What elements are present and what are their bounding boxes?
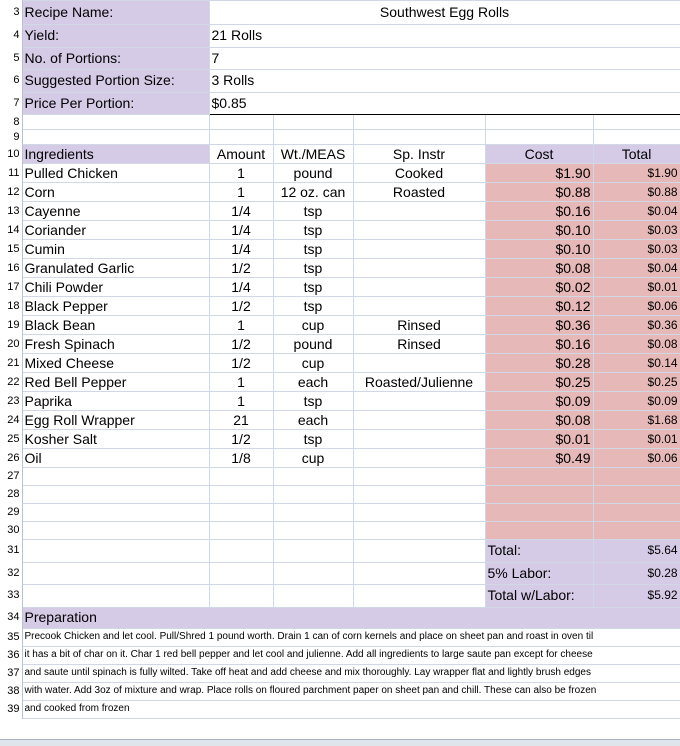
cell[interactable]	[353, 562, 485, 585]
ingredient-amount[interactable]: 1/4	[209, 202, 273, 221]
recipe-name-value[interactable]: Southwest Egg Rolls	[209, 1, 680, 25]
ingredient-name[interactable]: Cayenne	[22, 202, 209, 221]
cell[interactable]	[353, 522, 485, 540]
ingredient-cost[interactable]: $0.28	[485, 354, 593, 373]
cell[interactable]	[485, 115, 593, 130]
header-sp-instr[interactable]: Sp. Instr	[353, 145, 485, 164]
ingredient-instr[interactable]	[353, 240, 485, 259]
ingredient-total[interactable]: $1.90	[593, 164, 680, 183]
row-header[interactable]: 9	[0, 130, 22, 145]
ingredient-cost[interactable]: $0.36	[485, 316, 593, 335]
ingredient-instr[interactable]	[353, 221, 485, 240]
row-header[interactable]: 37	[0, 664, 22, 682]
ingredient-meas[interactable]: tsp	[273, 297, 353, 316]
row-header[interactable]: 23	[0, 392, 22, 411]
cell[interactable]	[22, 468, 209, 486]
cell[interactable]	[209, 585, 273, 608]
ingredient-amount[interactable]: 1	[209, 183, 273, 202]
cell[interactable]	[273, 468, 353, 486]
cell[interactable]	[209, 522, 273, 540]
grid-row	[0, 392, 680, 411]
ingredient-instr[interactable]	[353, 430, 485, 449]
ingredient-name[interactable]: Granulated Garlic	[22, 259, 209, 278]
ingredient-meas[interactable]: tsp	[273, 259, 353, 278]
grid-row	[0, 411, 680, 430]
ingredient-total[interactable]: $0.36	[593, 316, 680, 335]
header-ingredients[interactable]: Ingredients	[22, 145, 209, 164]
cell[interactable]	[22, 130, 209, 145]
grid-row	[0, 164, 680, 183]
preparation-line[interactable]: Precook Chicken and let cool. Pull/Shred 1 pound worth. Drain 1 can of corn kernels and place on sheet pan and roast in oven til	[22, 628, 680, 646]
ingredient-total[interactable]: $0.06	[593, 449, 680, 468]
grid-row	[0, 646, 680, 664]
portions-value[interactable]: 7	[209, 47, 680, 70]
cell[interactable]	[353, 115, 485, 130]
ingredient-meas[interactable]: cup	[273, 316, 353, 335]
cell[interactable]	[22, 115, 209, 130]
row-header[interactable]: 31	[0, 540, 22, 563]
preparation-line[interactable]: it has a bit of char on it. Char 1 red bell pepper and let cool and julienne. Add all ingredients to large saute pan except for cheese	[22, 646, 680, 664]
ingredient-name[interactable]: Chili Powder	[22, 278, 209, 297]
row-header[interactable]: 17	[0, 278, 22, 297]
ingredient-instr[interactable]	[353, 297, 485, 316]
cell[interactable]	[22, 522, 209, 540]
row-header[interactable]: 11	[0, 164, 22, 183]
row-header[interactable]: 16	[0, 259, 22, 278]
grid-row	[0, 221, 680, 240]
yield-value[interactable]: 21 Rolls	[209, 25, 680, 48]
row-header[interactable]: 24	[0, 411, 22, 430]
grid-row	[0, 522, 680, 540]
cell[interactable]	[273, 130, 353, 145]
cell[interactable]	[22, 504, 209, 522]
recipe-name-label[interactable]: Recipe Name:	[22, 1, 209, 25]
ingredient-meas[interactable]: 12 oz. can	[273, 183, 353, 202]
ingredient-name[interactable]: Cumin	[22, 240, 209, 259]
grid-row	[0, 486, 680, 504]
grid-row	[0, 130, 680, 145]
ingredient-meas[interactable]: each	[273, 373, 353, 392]
ingredient-cost[interactable]: $0.09	[485, 392, 593, 411]
grid-row	[0, 259, 680, 278]
ingredient-total[interactable]: $0.04	[593, 202, 680, 221]
cell[interactable]	[353, 504, 485, 522]
row-header[interactable]: 28	[0, 486, 22, 504]
cell[interactable]	[273, 540, 353, 563]
ingredient-cost[interactable]: $0.49	[485, 449, 593, 468]
row-header[interactable]: 3	[0, 1, 22, 25]
ingredient-amount[interactable]: 1/2	[209, 297, 273, 316]
grid-row	[0, 607, 680, 628]
grid-row	[0, 278, 680, 297]
row-header[interactable]: 15	[0, 240, 22, 259]
grid-row	[0, 700, 680, 718]
row-header[interactable]: 39	[0, 700, 22, 718]
row-header[interactable]: 20	[0, 335, 22, 354]
ingredient-instr[interactable]: Rinsed	[353, 316, 485, 335]
ingredient-meas[interactable]: tsp	[273, 278, 353, 297]
row-header[interactable]: 26	[0, 449, 22, 468]
cell[interactable]	[485, 130, 593, 145]
ingredient-total[interactable]: $0.03	[593, 221, 680, 240]
summary-labor-label[interactable]: 5% Labor:	[485, 562, 593, 585]
row-header[interactable]: 33	[0, 585, 22, 608]
ingredient-cost[interactable]: $0.88	[485, 183, 593, 202]
ingredient-name[interactable]: Egg Roll Wrapper	[22, 411, 209, 430]
ingredient-total[interactable]: $0.09	[593, 392, 680, 411]
grid-row	[0, 430, 680, 449]
cell[interactable]	[353, 130, 485, 145]
ingredient-meas[interactable]: tsp	[273, 430, 353, 449]
grid-row	[0, 664, 680, 682]
row-header[interactable]: 27	[0, 468, 22, 486]
row-header[interactable]: 7	[0, 92, 22, 115]
price-label[interactable]: Price Per Portion:	[22, 92, 209, 115]
ingredient-amount[interactable]: 1	[209, 316, 273, 335]
ingredient-instr[interactable]	[353, 354, 485, 373]
row-header[interactable]: 19	[0, 316, 22, 335]
ingredient-amount[interactable]: 1/4	[209, 278, 273, 297]
ingredient-total[interactable]: $0.08	[593, 335, 680, 354]
grid-row	[0, 145, 680, 164]
cell[interactable]	[209, 468, 273, 486]
cell[interactable]	[485, 522, 593, 540]
header-cost[interactable]: Cost	[485, 145, 593, 164]
grid-row	[0, 682, 680, 700]
cell[interactable]	[485, 468, 593, 486]
grid-row	[0, 316, 680, 335]
ingredient-meas[interactable]: each	[273, 411, 353, 430]
cell[interactable]	[353, 540, 485, 563]
ingredient-name[interactable]: Black Bean	[22, 316, 209, 335]
cell[interactable]	[485, 504, 593, 522]
ingredient-cost[interactable]: $0.08	[485, 259, 593, 278]
ingredient-instr[interactable]: Roasted/Julienne	[353, 373, 485, 392]
cell[interactable]	[209, 540, 273, 563]
preparation-label[interactable]: Preparation	[22, 607, 680, 628]
cell[interactable]	[593, 504, 680, 522]
ingredient-meas[interactable]: cup	[273, 354, 353, 373]
ingredient-meas[interactable]: tsp	[273, 240, 353, 259]
grid-row	[0, 70, 680, 93]
cell[interactable]	[485, 486, 593, 504]
ingredient-cost[interactable]: $0.08	[485, 411, 593, 430]
ingredient-cost[interactable]: $0.01	[485, 430, 593, 449]
cell[interactable]	[273, 504, 353, 522]
ingredient-meas[interactable]: cup	[273, 449, 353, 468]
ingredient-instr[interactable]	[353, 449, 485, 468]
cell[interactable]	[593, 115, 680, 130]
row-header[interactable]: 32	[0, 562, 22, 585]
cell[interactable]	[209, 130, 273, 145]
header-amount[interactable]: Amount	[209, 145, 273, 164]
cell[interactable]	[209, 486, 273, 504]
header-total[interactable]: Total	[593, 145, 680, 164]
summary-total-value[interactable]: $5.64	[593, 540, 680, 563]
cell[interactable]	[22, 540, 209, 563]
grid-row	[0, 202, 680, 221]
grid-row	[0, 373, 680, 392]
ingredient-name[interactable]: Red Bell Pepper	[22, 373, 209, 392]
grid-row	[0, 585, 680, 608]
ingredient-total[interactable]: $0.88	[593, 183, 680, 202]
ingredient-meas[interactable]: pound	[273, 164, 353, 183]
ingredient-amount[interactable]: 1/2	[209, 354, 273, 373]
cell[interactable]	[353, 486, 485, 504]
ingredient-amount[interactable]: 1	[209, 373, 273, 392]
ingredient-name[interactable]: Kosher Salt	[22, 430, 209, 449]
row-header[interactable]: 34	[0, 607, 22, 628]
ingredient-total[interactable]: $0.06	[593, 297, 680, 316]
ingredient-meas[interactable]: tsp	[273, 392, 353, 411]
summary-total-labor-value[interactable]: $5.92	[593, 585, 680, 608]
grid-row	[0, 47, 680, 70]
ingredient-instr[interactable]: Rinsed	[353, 335, 485, 354]
ingredient-amount[interactable]: 1	[209, 164, 273, 183]
cell[interactable]	[353, 585, 485, 608]
row-header[interactable]: 5	[0, 47, 22, 70]
ingredient-instr[interactable]	[353, 278, 485, 297]
ingredient-amount[interactable]: 1/4	[209, 221, 273, 240]
row-header[interactable]: 10	[0, 145, 22, 164]
ingredient-total[interactable]: $0.04	[593, 259, 680, 278]
ingredient-instr[interactable]	[353, 392, 485, 411]
row-header[interactable]: 21	[0, 354, 22, 373]
preparation-line[interactable]: and saute until spinach is fully wilted. Take off heat and add cheese and mix thoroughly. Lay wrapper flat and lightly brush edges	[22, 664, 680, 682]
ingredient-amount[interactable]: 21	[209, 411, 273, 430]
row-header[interactable]: 29	[0, 504, 22, 522]
grid-row	[0, 297, 680, 316]
row-header[interactable]: 30	[0, 522, 22, 540]
cell[interactable]	[593, 130, 680, 145]
cell[interactable]	[209, 504, 273, 522]
grid-row	[0, 449, 680, 468]
cell[interactable]	[22, 486, 209, 504]
preparation-line[interactable]: with water. Add 3oz of mixture and wrap. Place rolls on floured parchment paper on sheet pan and chill. These can also be frozen	[22, 682, 680, 700]
ingredient-instr[interactable]: Roasted	[353, 183, 485, 202]
cell[interactable]	[22, 585, 209, 608]
ingredient-meas[interactable]: tsp	[273, 202, 353, 221]
price-value[interactable]: $0.85	[209, 92, 680, 115]
ingredient-name[interactable]: Black Pepper	[22, 297, 209, 316]
cell[interactable]	[209, 562, 273, 585]
grid-row	[0, 354, 680, 373]
portion-size-label[interactable]: Suggested Portion Size:	[22, 70, 209, 93]
ingredient-total[interactable]: $0.14	[593, 354, 680, 373]
ingredient-name[interactable]: Mixed Cheese	[22, 354, 209, 373]
summary-total-labor-label[interactable]: Total w/Labor:	[485, 585, 593, 608]
row-header[interactable]: 6	[0, 70, 22, 93]
grid-row	[0, 562, 680, 585]
ingredient-cost[interactable]: $1.90	[485, 164, 593, 183]
row-header[interactable]: 38	[0, 682, 22, 700]
grid-row	[0, 25, 680, 48]
ingredient-cost[interactable]: $0.02	[485, 278, 593, 297]
cell[interactable]	[593, 486, 680, 504]
ingredient-amount[interactable]: 1/2	[209, 335, 273, 354]
ingredient-instr[interactable]	[353, 202, 485, 221]
row-header[interactable]: 4	[0, 25, 22, 48]
row-header[interactable]: 36	[0, 646, 22, 664]
ingredient-total[interactable]: $0.25	[593, 373, 680, 392]
ingredient-total[interactable]: $1.68	[593, 411, 680, 430]
row-header[interactable]: 14	[0, 221, 22, 240]
portions-label[interactable]: No. of Portions:	[22, 47, 209, 70]
cell[interactable]	[353, 468, 485, 486]
ingredient-name[interactable]: Coriander	[22, 221, 209, 240]
ingredient-meas[interactable]: pound	[273, 335, 353, 354]
cell[interactable]	[273, 115, 353, 130]
ingredient-cost[interactable]: $0.16	[485, 202, 593, 221]
grid-row	[0, 92, 680, 115]
ingredient-instr[interactable]: Cooked	[353, 164, 485, 183]
grid-row	[0, 1, 680, 25]
row-header[interactable]: 25	[0, 430, 22, 449]
grid-row	[0, 540, 680, 563]
ingredient-cost[interactable]: $0.16	[485, 335, 593, 354]
row-header[interactable]: 18	[0, 297, 22, 316]
cell[interactable]	[209, 115, 273, 130]
ingredient-total[interactable]: $0.03	[593, 240, 680, 259]
grid-row	[0, 468, 680, 486]
ingredient-name[interactable]: Corn	[22, 183, 209, 202]
ingredient-amount[interactable]: 1/4	[209, 240, 273, 259]
cell[interactable]	[273, 585, 353, 608]
header-wt-meas[interactable]: Wt./MEAS	[273, 145, 353, 164]
ingredient-cost[interactable]: $0.10	[485, 240, 593, 259]
ingredient-name[interactable]: Oil	[22, 449, 209, 468]
grid-row	[0, 504, 680, 522]
ingredient-amount[interactable]: 1/2	[209, 430, 273, 449]
cell[interactable]	[22, 562, 209, 585]
ingredient-total[interactable]: $0.01	[593, 278, 680, 297]
cell[interactable]	[593, 522, 680, 540]
ingredient-amount[interactable]: 1/8	[209, 449, 273, 468]
ingredient-name[interactable]: Paprika	[22, 392, 209, 411]
row-header[interactable]: 35	[0, 628, 22, 646]
row-header[interactable]: 13	[0, 202, 22, 221]
ingredient-total[interactable]: $0.01	[593, 430, 680, 449]
grid-row	[0, 115, 680, 130]
ingredient-instr[interactable]	[353, 411, 485, 430]
portion-size-value[interactable]: 3 Rolls	[209, 70, 680, 93]
cell[interactable]	[593, 468, 680, 486]
grid-row	[0, 183, 680, 202]
row-header[interactable]: 8	[0, 115, 22, 130]
ingredient-instr[interactable]	[353, 259, 485, 278]
yield-label[interactable]: Yield:	[22, 25, 209, 48]
ingredient-cost[interactable]: $0.10	[485, 221, 593, 240]
grid-row	[0, 628, 680, 646]
ingredient-meas[interactable]: tsp	[273, 221, 353, 240]
summary-labor-value[interactable]: $0.28	[593, 562, 680, 585]
ingredient-amount[interactable]: 1	[209, 392, 273, 411]
ingredient-cost[interactable]: $0.12	[485, 297, 593, 316]
ingredient-name[interactable]: Pulled Chicken	[22, 164, 209, 183]
ingredient-cost[interactable]: $0.25	[485, 373, 593, 392]
grid-row	[0, 335, 680, 354]
preparation-line[interactable]: and cooked from frozen	[22, 700, 680, 718]
row-header[interactable]: 22	[0, 373, 22, 392]
ingredient-name[interactable]: Fresh Spinach	[22, 335, 209, 354]
grid-row	[0, 240, 680, 259]
cell[interactable]	[273, 562, 353, 585]
cell[interactable]	[273, 486, 353, 504]
row-header[interactable]: 12	[0, 183, 22, 202]
cell[interactable]	[273, 522, 353, 540]
ingredient-amount[interactable]: 1/2	[209, 259, 273, 278]
summary-total-label[interactable]: Total:	[485, 540, 593, 563]
